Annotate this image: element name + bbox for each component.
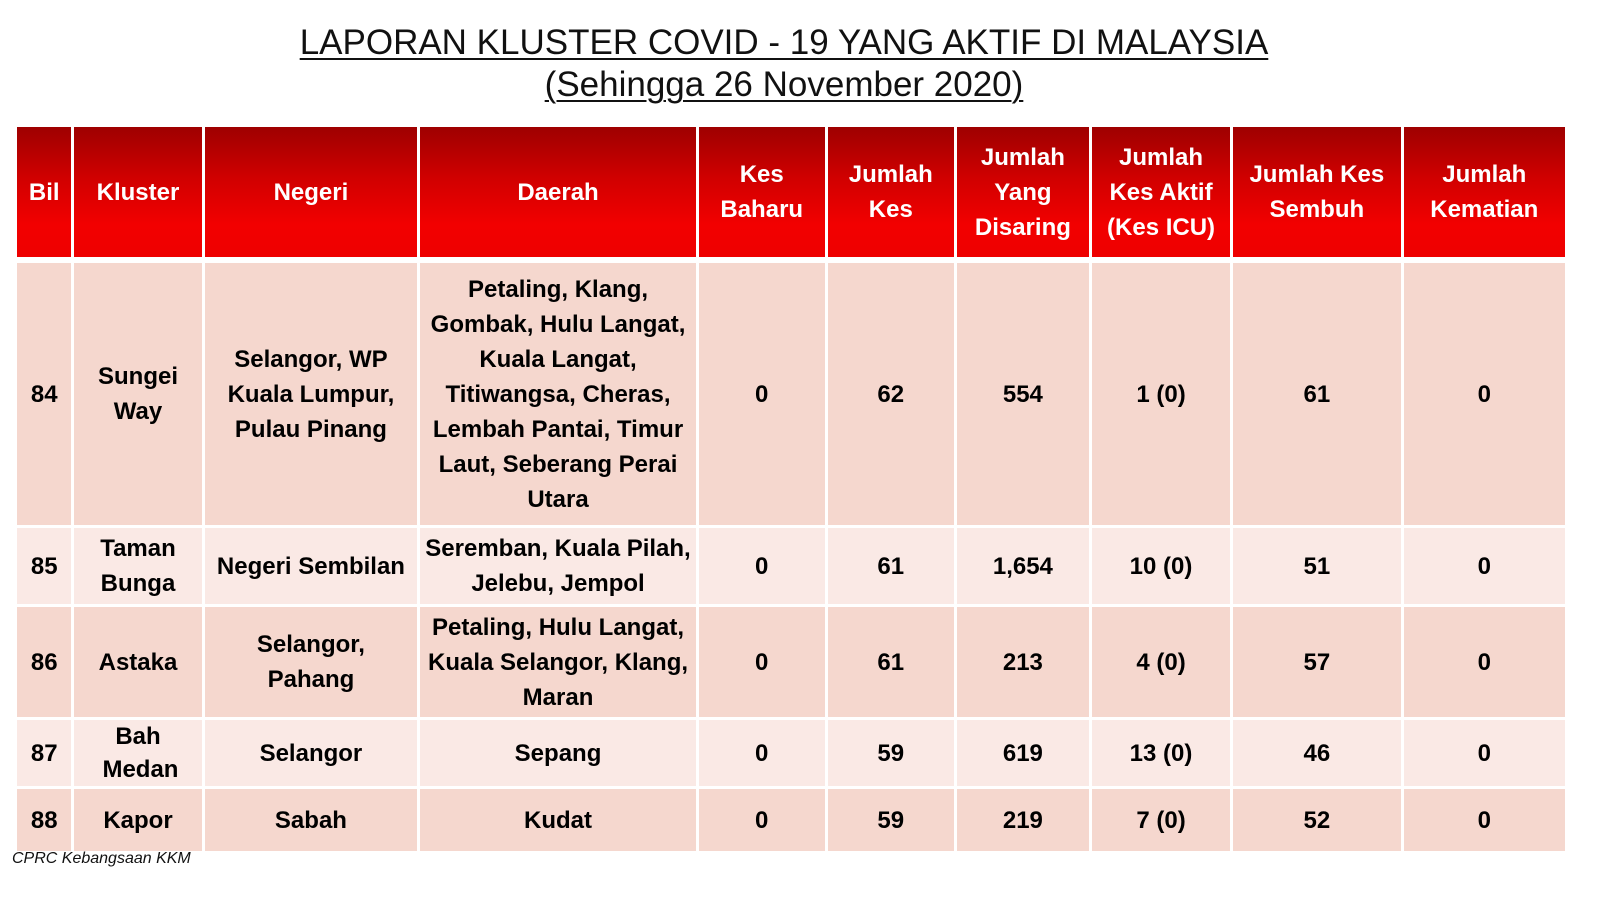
cell-bil: 84 xyxy=(17,263,71,525)
cell-kes-aktif: 4 (0) xyxy=(1092,607,1230,717)
cell-bil: 85 xyxy=(17,528,71,604)
cell-jumlah-disaring: 213 xyxy=(957,607,1089,717)
cell-kematian: 0 xyxy=(1404,528,1565,604)
cell-jumlah-kes: 59 xyxy=(828,789,954,851)
cell-kes-aktif: 7 (0) xyxy=(1092,789,1230,851)
cell-negeri: Sabah xyxy=(205,789,418,851)
cell-jumlah-disaring: 1,654 xyxy=(957,528,1089,604)
cell-kes-sembuh: 52 xyxy=(1233,789,1400,851)
cell-kes-aktif: 13 (0) xyxy=(1092,720,1230,786)
cell-bil: 87 xyxy=(17,720,71,786)
table-row xyxy=(17,789,1565,851)
table-row xyxy=(17,720,1565,786)
table-row xyxy=(17,607,1565,717)
header-jumlah-disaring: Jumlah Yang Disaring xyxy=(957,127,1089,257)
cell-kes-sembuh: 61 xyxy=(1233,263,1400,525)
header-jumlah-kes: Jumlah Kes xyxy=(828,127,954,257)
header-kes-aktif: Jumlah Kes Aktif (Kes ICU) xyxy=(1092,127,1230,257)
cell-kes-aktif: 10 (0) xyxy=(1092,528,1230,604)
report-title-line-1: LAPORAN KLUSTER COVID - 19 YANG AKTIF DI MALAYSIA xyxy=(299,23,1269,62)
report-title xyxy=(0,22,1568,106)
header-kluster: Kluster xyxy=(74,127,201,257)
cell-kluster: Astaka xyxy=(74,607,201,717)
cell-negeri: Selangor, Pahang xyxy=(205,607,418,717)
cell-jumlah-disaring: 554 xyxy=(957,263,1089,525)
cell-kematian: 0 xyxy=(1404,607,1565,717)
cell-kluster: Sungei Way xyxy=(74,263,201,525)
cell-kes-sembuh: 57 xyxy=(1233,607,1400,717)
cell-kes-aktif: 1 (0) xyxy=(1092,263,1230,525)
cell-kematian: 0 xyxy=(1404,720,1565,786)
cell-kes-sembuh: 51 xyxy=(1233,528,1400,604)
header-kes-baharu: Kes Baharu xyxy=(699,127,825,257)
cell-kes-baharu: 0 xyxy=(699,263,825,525)
cell-kematian: 0 xyxy=(1404,263,1565,525)
report-title-line-2: (Sehingga 26 November 2020) xyxy=(544,65,1024,104)
header-daerah: Daerah xyxy=(420,127,695,257)
cell-bil: 86 xyxy=(17,607,71,717)
cluster-table xyxy=(14,124,1568,854)
cell-negeri: Selangor xyxy=(205,720,418,786)
cell-jumlah-kes: 62 xyxy=(828,263,954,525)
cell-daerah: Petaling, Hulu Langat, Kuala Selangor, Klang, Maran xyxy=(420,607,695,717)
cell-daerah: Seremban, Kuala Pilah, Jelebu, Jempol xyxy=(420,528,695,604)
cell-daerah: Sepang xyxy=(420,720,695,786)
cell-negeri: Selangor, WP Kuala Lumpur, Pulau Pinang xyxy=(205,263,418,525)
source-footnote: CPRC Kebangsaan KKM xyxy=(12,850,191,867)
cell-kematian: 0 xyxy=(1404,789,1565,851)
cell-jumlah-kes: 61 xyxy=(828,607,954,717)
cell-jumlah-kes: 59 xyxy=(828,720,954,786)
cell-daerah: Petaling, Klang, Gombak, Hulu Langat, Kuala Langat, Titiwangsa, Cheras, Lembah Pantai, Timur Laut, Seberang Perai Utara xyxy=(420,263,695,525)
table-row xyxy=(17,263,1565,525)
cell-jumlah-disaring: 619 xyxy=(957,720,1089,786)
cell-negeri: Negeri Sembilan xyxy=(205,528,418,604)
table-header-row xyxy=(17,127,1565,257)
cell-kes-baharu: 0 xyxy=(699,720,825,786)
cell-jumlah-kes: 61 xyxy=(828,528,954,604)
cell-kes-baharu: 0 xyxy=(699,607,825,717)
cell-kes-baharu: 0 xyxy=(699,789,825,851)
header-kematian: Jumlah Kematian xyxy=(1404,127,1565,257)
header-bil: Bil xyxy=(17,127,71,257)
cell-kluster: Kapor xyxy=(74,789,201,851)
table-row xyxy=(17,528,1565,604)
cell-kluster: Taman Bunga xyxy=(74,528,201,604)
cell-kes-sembuh: 46 xyxy=(1233,720,1400,786)
cell-kluster: Bah Medan xyxy=(74,720,201,786)
cell-daerah: Kudat xyxy=(420,789,695,851)
cell-jumlah-disaring: 219 xyxy=(957,789,1089,851)
cell-kes-baharu: 0 xyxy=(699,528,825,604)
header-kes-sembuh: Jumlah Kes Sembuh xyxy=(1233,127,1400,257)
cell-bil: 88 xyxy=(17,789,71,851)
header-negeri: Negeri xyxy=(205,127,418,257)
